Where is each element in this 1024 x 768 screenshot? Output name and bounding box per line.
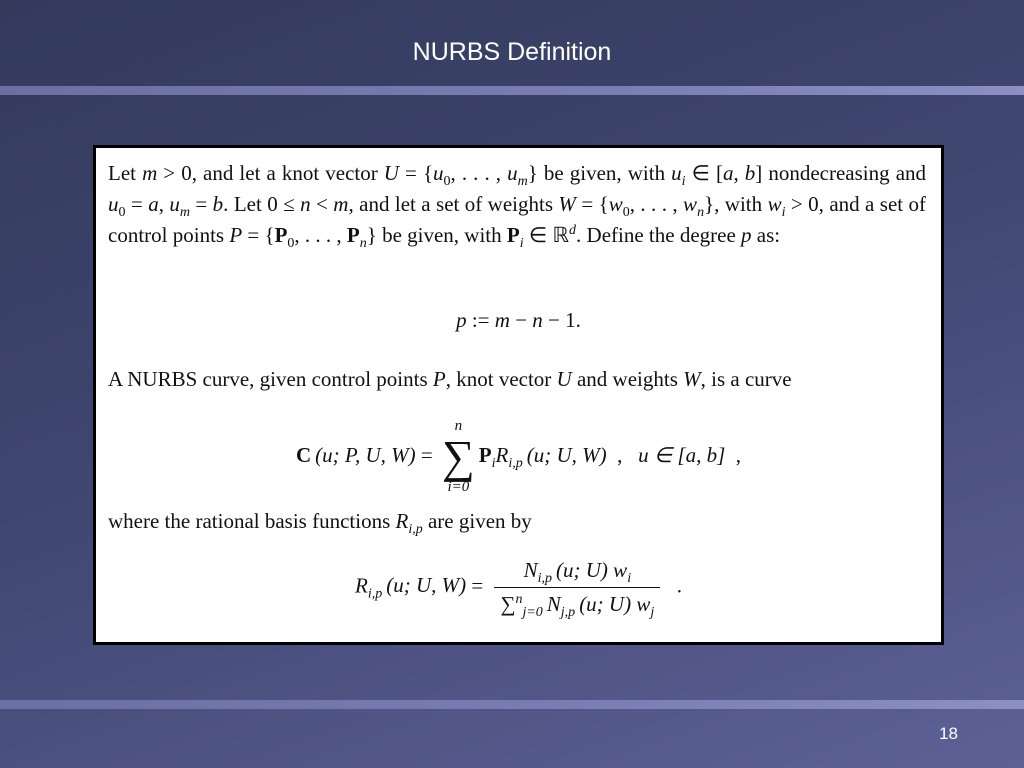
text: A NURBS curve, given control points [108, 367, 433, 391]
math-bold-var: P [506, 223, 520, 247]
subscript: 0 [287, 236, 295, 252]
text: , . . . , [450, 161, 508, 185]
subscript: i [781, 205, 786, 221]
subscript: 0 [443, 174, 451, 190]
math-var: N [546, 592, 561, 616]
text: } be given, with [366, 223, 507, 247]
math-var: U [556, 367, 572, 391]
sum-upper-limit: n [454, 418, 463, 434]
text: and weights [571, 367, 684, 391]
math-var: P [432, 367, 446, 391]
fraction [494, 558, 660, 621]
math-var: n [300, 192, 311, 216]
slide-number: 18 [939, 724, 958, 743]
summation [442, 418, 475, 496]
math-var: p [456, 308, 467, 332]
subscript: j=0 [522, 605, 543, 621]
text: = [125, 192, 149, 216]
math-var: u [671, 161, 682, 185]
text: , . . . , [629, 192, 684, 216]
math-var: u [169, 192, 180, 216]
math-op: , [725, 442, 742, 467]
text: , [733, 161, 745, 185]
math-op: . [666, 573, 682, 598]
math-bold-var: P [346, 223, 360, 247]
subscript: n [359, 236, 367, 252]
subscript: i [491, 456, 496, 471]
text: }, with [704, 192, 768, 216]
math-var: u [108, 192, 119, 216]
text: > 0, and let a knot vector [157, 161, 384, 185]
definition-paragraph [108, 158, 926, 251]
subscript: i [681, 174, 686, 190]
subscript: i,p [537, 571, 553, 587]
text: = { [398, 161, 434, 185]
text: where the rational basis functions [108, 509, 396, 533]
header-divider-band [0, 86, 1024, 95]
math-var: a [722, 161, 734, 185]
subscript: i [627, 571, 632, 587]
math-var: w [636, 592, 651, 616]
math-op: = [466, 573, 489, 598]
superscript: n [515, 592, 523, 607]
math-op: , [606, 442, 639, 467]
slide-title: NURBS Definition [412, 38, 612, 66]
math-var: R [495, 442, 509, 467]
text: ] nondecreasing and [755, 161, 927, 185]
math-args: (u; U, W) [526, 442, 607, 467]
math-var: W [558, 192, 576, 216]
subscript: i [519, 236, 524, 252]
math-var: U [383, 161, 399, 185]
subscript: i,p [508, 456, 523, 471]
subscript: j,p [560, 605, 576, 621]
subscript: 0 [118, 205, 126, 221]
fraction-numerator [494, 558, 660, 588]
math-var: W [683, 367, 701, 391]
math-var: w [608, 192, 623, 216]
subscript: n [697, 205, 705, 221]
math-var: R [395, 509, 409, 533]
text: , knot vector [445, 367, 557, 391]
text: } be given, with [527, 161, 672, 185]
text: > 0, and a set of control points [108, 192, 927, 247]
text: ∈ ℝ [523, 223, 570, 247]
subscript: 0 [622, 205, 630, 221]
math-var: P [229, 223, 243, 247]
math-var: n [532, 308, 543, 332]
text: = { [242, 223, 275, 247]
text: as: [751, 223, 781, 247]
text: , [158, 192, 170, 216]
subscript: i,p [408, 522, 423, 538]
math-var: u [433, 161, 444, 185]
text: . Let 0 ≤ [223, 192, 301, 216]
subscript: i,p [367, 586, 383, 602]
definition-box [93, 145, 944, 645]
subscript: j [650, 605, 655, 621]
fraction-denominator [494, 588, 660, 621]
math-var: b [744, 161, 756, 185]
math-op: − [509, 308, 533, 332]
text: . Define the degree [576, 223, 742, 247]
math-var: w [683, 192, 698, 216]
math-var: w [613, 558, 628, 582]
sum-lower-limit: i=0 [447, 479, 470, 495]
math-op: = [415, 442, 438, 467]
math-var: m [333, 192, 349, 216]
text: = { [575, 192, 609, 216]
math-var: w [767, 192, 782, 216]
degree-equation [96, 308, 941, 333]
text: = [189, 192, 213, 216]
footer-divider-band [0, 700, 1024, 709]
text: , is a curve [700, 367, 792, 391]
math-bold-var: P [478, 442, 492, 467]
subscript: m [179, 205, 190, 221]
rational-basis-equation [96, 558, 941, 621]
math-var: u [507, 161, 518, 185]
sum-symbol: ∑ [442, 431, 475, 482]
sum-symbol: ∑ [500, 592, 516, 616]
math-var: a [148, 192, 159, 216]
math-op: := [466, 308, 495, 332]
math-domain: u ∈ [a, b] [638, 442, 726, 467]
math-args: (u; U, W) [386, 573, 467, 598]
text: , . . . , [294, 223, 347, 247]
text: are given by [422, 509, 532, 533]
math-var: N [523, 558, 538, 582]
text: Let [108, 161, 143, 185]
superscript: d [569, 223, 577, 238]
math-args: (u; U) [556, 558, 614, 582]
nurbs-curve-equation [96, 418, 941, 496]
text: < [310, 192, 334, 216]
math-bold-var: P [274, 223, 288, 247]
math-args: (u; U) [579, 592, 637, 616]
subscript: m [517, 174, 528, 190]
basis-paragraph [108, 506, 926, 537]
math-var: R [355, 573, 368, 598]
math-var: m [142, 161, 158, 185]
text: , and let a set of weights [348, 192, 559, 216]
math-args: (u; P, U, W) [315, 442, 416, 467]
math-var: p [741, 223, 752, 247]
math-op: − 1. [542, 308, 581, 332]
text: ∈ [ [685, 161, 723, 185]
math-var: m [494, 308, 510, 332]
math-var: b [212, 192, 224, 216]
math-bold-var: C [295, 442, 312, 467]
curve-paragraph [108, 364, 926, 395]
